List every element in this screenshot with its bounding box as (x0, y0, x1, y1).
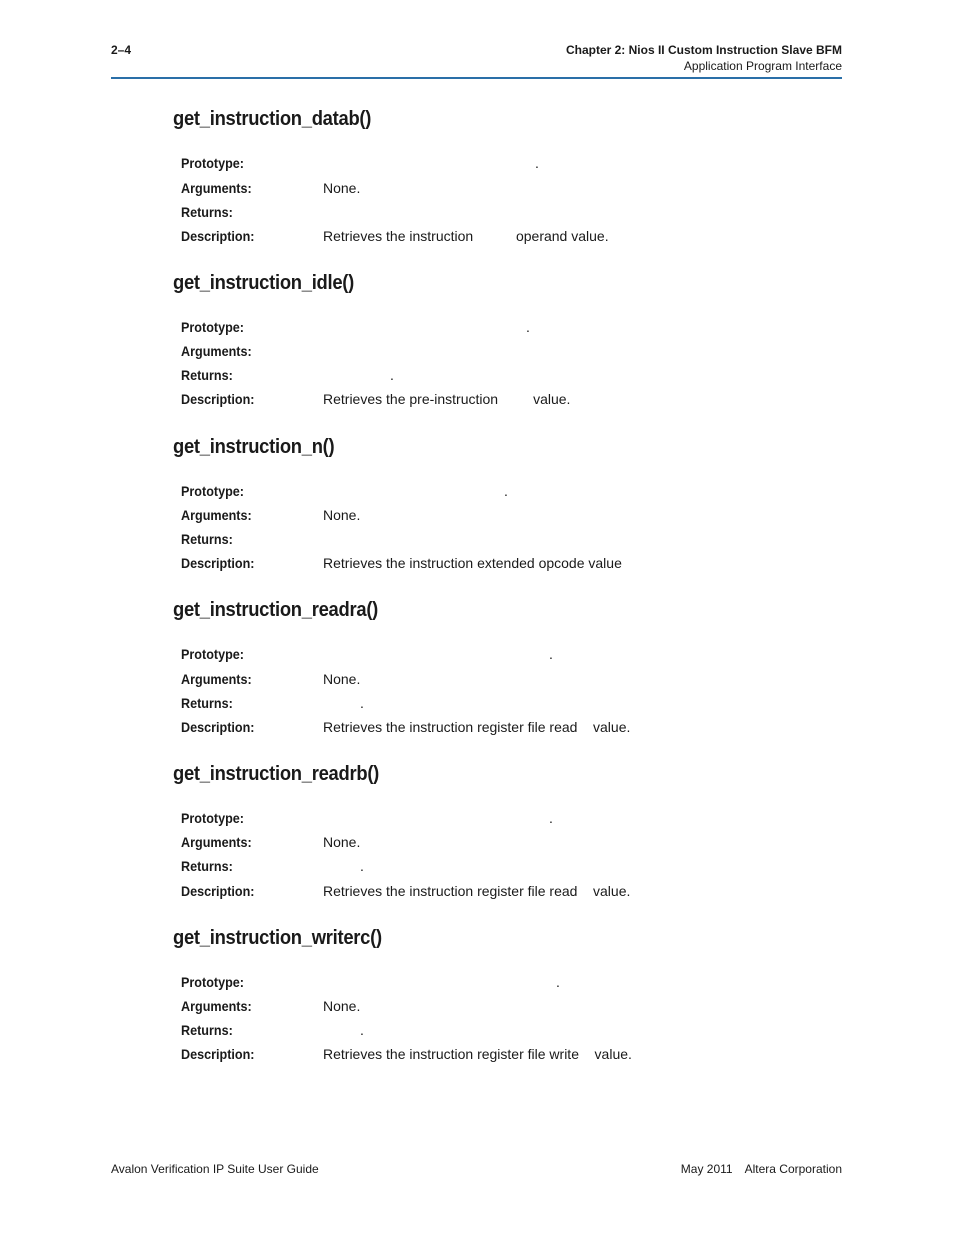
prototype-label: Prototype: (181, 155, 244, 171)
returns-label: Returns: (181, 1022, 233, 1038)
description-label: Description: (181, 555, 255, 571)
arguments-label: Arguments: (181, 671, 252, 687)
section-title: Application Program Interface (683, 59, 842, 73)
description-label: Description: (181, 1046, 255, 1062)
arguments-value: None. (323, 834, 361, 850)
description-value: Retrieves the instruction register file read value. (323, 719, 631, 735)
prototype-value: . (549, 646, 553, 662)
section-heading: get_instruction_writerc() (173, 927, 382, 949)
arguments-value: None. (323, 671, 361, 687)
description-label: Description: (181, 719, 255, 735)
description-label: Description: (181, 391, 255, 407)
arguments-label: Arguments: (181, 180, 252, 196)
prototype-label: Prototype: (181, 319, 244, 335)
api-section-get-instruction-writerc (173, 926, 853, 1076)
prototype-label: Prototype: (181, 810, 244, 826)
footer-right (669, 1162, 842, 1176)
description-label: Description: (181, 883, 255, 899)
section-heading: get_instruction_datab() (173, 108, 372, 130)
returns-value: . (360, 695, 364, 711)
prototype-value: . (535, 155, 539, 171)
guide-title: Avalon Verification IP Suite User Guide (111, 1162, 319, 1176)
prototype-label: Prototype: (181, 974, 244, 990)
arguments-label: Arguments: (181, 834, 252, 850)
company-name: Altera Corporation (744, 1162, 842, 1176)
api-section-get-instruction-datab (173, 107, 853, 257)
section-heading: get_instruction_idle() (173, 272, 355, 294)
arguments-value: None. (323, 998, 361, 1014)
returns-label: Returns: (181, 531, 233, 547)
description-value: Retrieves the instruction register file write value. (323, 1046, 632, 1062)
api-section-get-instruction-idle (173, 271, 853, 421)
description-value: Retrieves the instruction extended opcode value (323, 555, 622, 571)
page-number: 2–4 (111, 43, 132, 57)
arguments-label: Arguments: (181, 343, 252, 359)
prototype-value: . (526, 319, 530, 335)
api-section-get-instruction-readra (173, 598, 853, 748)
returns-value: . (390, 367, 394, 383)
description-value: Retrieves the pre-instruction value. (323, 391, 571, 407)
prototype-value: . (549, 810, 553, 826)
returns-label: Returns: (181, 858, 233, 874)
description-value: Retrieves the instruction operand value. (323, 228, 609, 244)
api-section-get-instruction-readrb (173, 762, 853, 912)
prototype-label: Prototype: (181, 483, 244, 499)
header-divider (111, 77, 842, 79)
returns-label: Returns: (181, 695, 233, 711)
returns-label: Returns: (181, 367, 233, 383)
description-label: Description: (181, 228, 255, 244)
arguments-value: None. (323, 507, 361, 523)
section-heading: get_instruction_n() (173, 436, 335, 458)
prototype-value: . (556, 974, 560, 990)
returns-value: . (360, 1022, 364, 1038)
arguments-value: None. (323, 180, 361, 196)
publication-date: May 2011 (680, 1162, 733, 1176)
returns-label: Returns: (181, 204, 233, 220)
prototype-label: Prototype: (181, 646, 244, 662)
api-section-get-instruction-n (173, 435, 853, 585)
returns-value: . (360, 858, 364, 874)
description-value: Retrieves the instruction register file read value. (323, 883, 631, 899)
arguments-label: Arguments: (181, 998, 252, 1014)
prototype-value: . (504, 483, 508, 499)
chapter-title: Chapter 2: Nios II Custom Instruction Slave BFM (565, 43, 842, 57)
section-heading: get_instruction_readra() (173, 599, 379, 621)
arguments-label: Arguments: (181, 507, 252, 523)
section-heading: get_instruction_readrb() (173, 763, 380, 785)
